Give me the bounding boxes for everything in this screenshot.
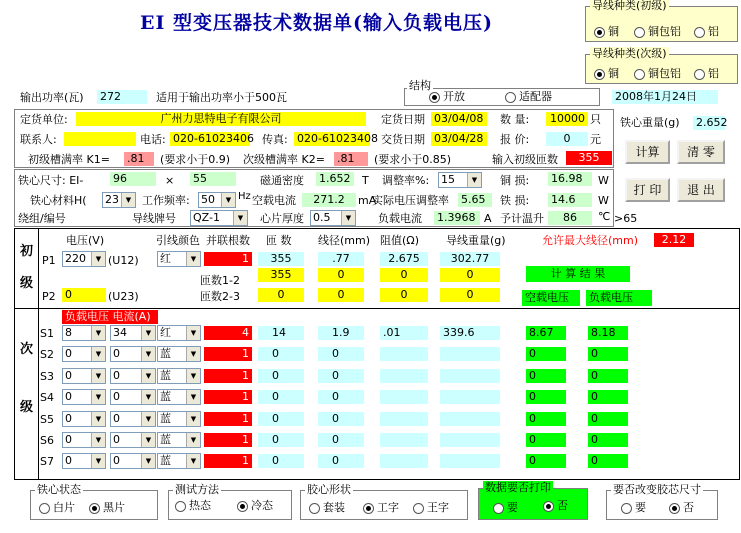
change-bobbin-title: 要否改变胶芯尺寸	[613, 483, 701, 496]
core-state-white[interactable]: 白片	[39, 501, 75, 515]
sec-header-voltage: 负载电压	[65, 310, 109, 323]
sec-current-value: 0	[113, 390, 120, 403]
radio-icon[interactable]	[694, 27, 705, 38]
sec-row-name: S4	[40, 391, 54, 404]
k2-note: (要求小于0.85)	[374, 153, 452, 166]
bobbin-shape-sleeve[interactable]: 套装	[309, 501, 345, 515]
delivery-date-label: 交货日期	[381, 133, 425, 146]
noload-current-field: 271.2	[302, 193, 356, 207]
radio-icon[interactable]	[363, 503, 374, 514]
change-bobbin-no[interactable]: 否	[669, 501, 694, 515]
sec-row-name: S3	[40, 370, 54, 383]
radio-icon[interactable]	[634, 69, 645, 80]
sec-voltage-value: 0	[65, 433, 72, 446]
sec-current-value: 0	[113, 369, 120, 382]
k1-note: (要求小于0.9)	[160, 153, 231, 166]
radio-icon[interactable]	[543, 501, 554, 512]
sec-header	[62, 310, 158, 324]
sec-lead-value: 蓝	[160, 433, 171, 446]
noload-current-label: 空载电流	[252, 194, 296, 207]
sec-current-value: 0	[113, 347, 120, 360]
radio-icon[interactable]	[237, 501, 248, 512]
sec-weight	[440, 433, 500, 447]
radio-icon[interactable]	[175, 501, 186, 512]
chevron-down-icon[interactable]: ▼	[186, 433, 200, 447]
sec-lead-select[interactable]	[157, 432, 201, 448]
bobbin-shape-i[interactable]: 工字	[363, 501, 399, 515]
sec-parallel[interactable]: 1	[204, 412, 252, 426]
sec-current-value: 0	[113, 412, 120, 425]
core-state-group	[30, 483, 158, 520]
chevron-down-icon[interactable]: ▼	[91, 347, 105, 361]
sec-load: 0	[588, 454, 628, 468]
sec-lead-value: 蓝	[160, 412, 171, 425]
sec-load: 0	[588, 369, 628, 383]
freq-label: 工作频率:	[142, 194, 190, 207]
sec-noload: 8.67	[526, 326, 566, 340]
sec-lead-select[interactable]	[157, 368, 201, 384]
core-size-label: 铁心尺寸: EI-	[18, 174, 84, 187]
core-size-h[interactable]: 55	[190, 172, 236, 186]
order-date-field[interactable]: 03/04/08	[431, 112, 487, 126]
core-thickness-select[interactable]: 0.5 ▼	[310, 210, 356, 226]
sec-voltage-select[interactable]	[62, 346, 106, 362]
contact-label: 联系人:	[20, 133, 57, 146]
sec-lead-value: 蓝	[160, 369, 171, 382]
structure-title: 结构	[409, 79, 431, 92]
sec-current-select[interactable]	[110, 368, 156, 384]
wire-primary-al[interactable]: 铝	[694, 25, 719, 39]
iron-loss-field: 14.6	[548, 193, 592, 207]
wire-secondary-group	[585, 47, 738, 84]
res23-field: 0	[380, 288, 428, 302]
hdr-voltage: 电压(V)	[66, 234, 105, 247]
sec-row-name: S6	[40, 434, 54, 447]
p2-tag: (U23)	[108, 290, 139, 303]
radio-icon[interactable]	[594, 69, 605, 80]
chevron-down-icon[interactable]: ▼	[91, 252, 105, 266]
dia12-field: 0	[318, 268, 364, 282]
hdr-turns: 匝 数	[266, 234, 292, 247]
chevron-down-icon[interactable]: ▼	[141, 412, 155, 426]
sec-resistance	[380, 412, 428, 426]
sec-parallel[interactable]: 1	[204, 369, 252, 383]
hdr-diameter: 线径(mm)	[318, 234, 371, 247]
p2-name: P2	[42, 290, 56, 303]
contact-field[interactable]	[64, 132, 136, 146]
exit-button[interactable]: 退 出	[677, 178, 725, 202]
chevron-down-icon[interactable]: ▼	[186, 454, 200, 468]
hdr-parallel: 并联根数	[206, 234, 250, 247]
chevron-down-icon[interactable]: ▼	[91, 454, 105, 468]
delivery-date-field[interactable]: 03/04/28	[431, 132, 487, 146]
turns12-label: 匝数1-2	[200, 274, 240, 287]
chevron-down-icon[interactable]: ▼	[467, 173, 481, 187]
sec-noload: 0	[526, 369, 566, 383]
bobbin-shape-wang[interactable]: 王字	[413, 501, 449, 515]
chevron-down-icon[interactable]: ▼	[141, 390, 155, 404]
sec-voltage-value: 0	[65, 347, 72, 360]
sec-noload: 0	[526, 454, 566, 468]
winding-no-label: 绕组/编号	[18, 212, 66, 225]
temp-rise-unit: ℃	[598, 210, 611, 223]
k2-field: .81	[334, 152, 368, 166]
radio-icon[interactable]	[39, 503, 50, 514]
sec-current-select[interactable]	[110, 389, 156, 405]
sec-weight	[440, 390, 500, 404]
wire-secondary-al[interactable]: 铝	[694, 67, 719, 81]
bobbin-shape-title: 胶心形状	[307, 483, 351, 496]
sec-resistance: .01	[380, 326, 428, 340]
chevron-down-icon[interactable]: ▼	[91, 433, 105, 447]
sec-lead-select[interactable]	[157, 346, 201, 362]
sec-turns: 0	[258, 390, 304, 404]
chevron-down-icon[interactable]: ▼	[341, 211, 355, 225]
sec-current-value: 0	[113, 433, 120, 446]
sec-parallel[interactable]: 1	[204, 390, 252, 404]
wire-brand-label: 导线牌号	[132, 212, 176, 225]
w12-field: 0	[440, 268, 500, 282]
core-size-x: ×	[165, 174, 175, 187]
secondary-label-1: 次	[20, 342, 34, 357]
sec-row-name: S2	[40, 348, 54, 361]
radio-icon[interactable]	[413, 503, 424, 514]
copper-loss-label: 铜 损:	[500, 174, 530, 187]
print-data-yes[interactable]: 要	[493, 501, 518, 515]
p1-weight: 302.77	[440, 252, 500, 266]
chevron-down-icon[interactable]: ▼	[91, 412, 105, 426]
results-title: 计 算 结 果	[526, 266, 630, 282]
core-weight-label: 铁心重量(g)	[620, 116, 680, 129]
sec-lead-value: 蓝	[160, 454, 171, 467]
core-state-title: 铁心状态	[37, 483, 81, 496]
sec-load: 0	[588, 390, 628, 404]
core-material-label: 铁心材料H(	[30, 194, 87, 207]
adjust-rate-select[interactable]: 15 ▼	[438, 172, 482, 188]
primary-label-2: 级	[20, 276, 34, 291]
sec-current-select[interactable]	[110, 325, 156, 341]
sec-turns: 14	[258, 326, 304, 340]
p1-turns: 355	[258, 252, 304, 266]
sec-load: 8.18	[588, 326, 628, 340]
chevron-down-icon[interactable]: ▼	[186, 252, 200, 266]
sec-turns: 0	[258, 454, 304, 468]
sec-current-value: 0	[113, 454, 120, 467]
sec-parallel[interactable]: 1	[204, 454, 252, 468]
sec-weight	[440, 369, 500, 383]
phone-field[interactable]: 020-61023406	[170, 132, 250, 146]
output-power-note: 适用于输出功率小于500瓦	[156, 91, 287, 104]
radio-icon[interactable]	[669, 503, 680, 514]
sec-current-select[interactable]	[110, 453, 156, 469]
wire-secondary-title: 导线种类(次级)	[592, 47, 667, 60]
chevron-down-icon[interactable]: ▼	[186, 412, 200, 426]
print-data-title: 数据要否打印	[485, 481, 551, 494]
radio-icon[interactable]	[309, 503, 320, 514]
hdr-resistance: 阻值(Ω)	[380, 234, 419, 247]
wire-secondary-copper[interactable]: 铜	[594, 67, 619, 81]
order-date-label: 定货日期	[381, 113, 425, 126]
sec-diameter: 0	[318, 390, 364, 404]
chevron-down-icon[interactable]: ▼	[141, 347, 155, 361]
calc-button[interactable]: 计算	[625, 140, 670, 164]
chevron-down-icon[interactable]: ▼	[186, 347, 200, 361]
flux-field: 1.652	[316, 172, 354, 186]
radio-icon[interactable]	[634, 27, 645, 38]
sec-noload: 0	[526, 433, 566, 447]
sec-lead-value: 蓝	[160, 390, 171, 403]
results-noload-header: 空载电压	[522, 290, 580, 306]
k1-label: 初级槽满率 K1=	[28, 153, 110, 166]
input-primary-turns-label: 输入初级匝数	[492, 153, 558, 166]
p1-diameter: .77	[318, 252, 364, 266]
sec-diameter: 0	[318, 369, 364, 383]
sec-voltage-value: 0	[65, 390, 72, 403]
p1-parallel[interactable]: 1	[204, 252, 252, 266]
sec-voltage-select[interactable]	[62, 325, 106, 341]
sec-resistance	[380, 390, 428, 404]
sec-row-name: S5	[40, 413, 54, 426]
sec-current-value: 34	[113, 326, 127, 339]
wire-primary-group	[585, 0, 738, 42]
date-display: 2008年1月24日	[612, 90, 718, 104]
freq-unit: Hz	[238, 191, 251, 202]
fax-field[interactable]: 020-61023408	[294, 132, 370, 146]
sec-load: 0	[588, 433, 628, 447]
quantity-unit: 只	[590, 113, 601, 126]
p1-tag: (U12)	[108, 254, 139, 267]
noload-current-unit: mA	[358, 194, 377, 207]
order-unit-field[interactable]: 广州力思特电子有限公司	[76, 112, 366, 126]
output-power-field[interactable]: 272	[97, 90, 147, 104]
adjust-rate-label: 调整率%:	[382, 174, 430, 187]
page-title: EI 型变压器技术数据单(输入负载电压)	[140, 12, 493, 34]
wire-primary-ccA[interactable]: 铜包铝	[634, 25, 681, 39]
sec-current-select[interactable]	[110, 411, 156, 427]
turns23-label: 匝数2-3	[200, 290, 240, 303]
phone-label: 电话:	[140, 133, 166, 146]
sec-noload: 0	[526, 412, 566, 426]
primary-label-1: 初	[20, 244, 34, 259]
hdr-maxdia: 允许最大线径(mm)	[542, 234, 639, 247]
radio-icon[interactable]	[694, 69, 705, 80]
wire-brand-select[interactable]: QZ-1 ▼	[190, 210, 248, 226]
maxdia-value: 2.12	[654, 233, 694, 247]
core-weight-field: 2.652	[693, 116, 725, 130]
sec-lead-select[interactable]	[157, 411, 201, 427]
wire-secondary-cca[interactable]: 铜包铝	[634, 67, 681, 81]
chevron-down-icon[interactable]: ▼	[233, 211, 247, 225]
radio-icon[interactable]	[493, 503, 504, 514]
sec-lead-select[interactable]	[157, 389, 201, 405]
core-size-w[interactable]: 96	[110, 172, 156, 186]
chevron-down-icon[interactable]: ▼	[141, 454, 155, 468]
hdr-weight: 导线重量(g)	[446, 234, 506, 247]
p2-voltage-field[interactable]: 0	[62, 288, 106, 302]
sec-voltage-select[interactable]	[62, 368, 106, 384]
sec-weight: 339.6	[440, 326, 500, 340]
print-data-group	[478, 481, 588, 520]
sec-turns: 0	[258, 347, 304, 361]
chevron-down-icon[interactable]: ▼	[91, 326, 105, 340]
sec-current-select[interactable]	[110, 346, 156, 362]
sec-turns: 0	[258, 433, 304, 447]
load-current-unit: A	[484, 212, 492, 225]
sec-diameter: 1.9	[318, 326, 364, 340]
structure-open[interactable]: 开放	[429, 90, 465, 104]
print-data-no[interactable]: 否	[543, 499, 568, 513]
turns23-field: 0	[258, 288, 304, 302]
test-method-group	[168, 483, 292, 520]
core-thickness-label: 心片厚度	[260, 212, 304, 225]
fax-label: 传真:	[262, 133, 288, 146]
p1-resistance: 2.675	[380, 252, 428, 266]
output-power-label: 输出功率(瓦)	[20, 91, 84, 104]
sec-turns: 0	[258, 412, 304, 426]
sec-voltage-select[interactable]	[62, 432, 106, 448]
test-method-cold[interactable]: 冷态	[237, 499, 273, 513]
sec-diameter: 0	[318, 433, 364, 447]
flux-unit: T	[362, 174, 369, 187]
sec-weight	[440, 412, 500, 426]
p1-lead-select[interactable]: 红 ▼	[157, 251, 201, 267]
chevron-down-icon[interactable]: ▼	[186, 390, 200, 404]
change-bobbin-group	[606, 483, 718, 520]
chevron-down-icon[interactable]: ▼	[186, 369, 200, 383]
copper-loss-field: 16.98	[548, 172, 592, 186]
clear-button[interactable]: 清 零	[677, 140, 725, 164]
wire-primary-copper[interactable]: 铜	[594, 25, 619, 39]
sec-header-current: 电流(A)	[112, 310, 151, 323]
quantity-field[interactable]: 10000	[546, 112, 588, 126]
turns12-field: 355	[258, 268, 304, 282]
temp-rise-extra: >65	[614, 212, 638, 225]
quote-label: 报 价:	[500, 133, 530, 146]
load-current-label: 负载电流	[378, 212, 422, 225]
chevron-down-icon[interactable]: ▼	[141, 326, 155, 340]
sec-row-name: S1	[40, 327, 54, 340]
actual-adjust-label: 实际电压调整率	[372, 194, 449, 207]
change-bobbin-yes[interactable]: 要	[621, 501, 646, 515]
sec-resistance	[380, 454, 428, 468]
temp-rise-field: 86	[548, 211, 592, 225]
sec-voltage-value: 0	[65, 454, 72, 467]
load-current-field: 1.3968	[434, 211, 480, 225]
bobbin-shape-group	[300, 483, 468, 520]
input-primary-turns-field[interactable]: 355	[566, 151, 612, 165]
sec-voltage-value: 8	[65, 326, 72, 339]
sec-noload: 0	[526, 347, 566, 361]
sec-turns: 0	[258, 369, 304, 383]
sec-parallel[interactable]: 1	[204, 347, 252, 361]
sec-resistance	[380, 433, 428, 447]
sec-voltage-select[interactable]	[62, 411, 106, 427]
sec-load: 0	[588, 347, 628, 361]
sec-diameter: 0	[318, 412, 364, 426]
quantity-label: 数 量:	[500, 113, 530, 126]
sec-parallel[interactable]: 4	[204, 326, 252, 340]
chevron-down-icon[interactable]: ▼	[141, 369, 155, 383]
structure-adapter[interactable]: 适配器	[505, 90, 552, 104]
order-unit-label: 定货单位:	[20, 113, 68, 126]
copper-loss-unit: W	[598, 174, 609, 187]
radio-icon[interactable]	[621, 503, 632, 514]
sec-noload: 0	[526, 390, 566, 404]
sec-current-select[interactable]	[110, 432, 156, 448]
sec-diameter: 0	[318, 454, 364, 468]
sec-lead-value: 蓝	[160, 347, 171, 360]
dia23-field: 0	[318, 288, 364, 302]
chevron-down-icon[interactable]: ▼	[141, 433, 155, 447]
quote-unit: 元	[590, 133, 601, 146]
w23-field: 0	[440, 288, 500, 302]
sec-row-name: S7	[40, 455, 54, 468]
hdr-lead: 引线颜色	[156, 234, 200, 247]
iron-loss-label: 铁 损:	[500, 194, 530, 207]
temp-rise-label: 予计温升	[500, 212, 544, 225]
p1-name: P1	[42, 254, 56, 267]
p1-voltage-select[interactable]: 220 ▼	[62, 251, 106, 267]
radio-icon[interactable]	[429, 92, 440, 103]
chevron-down-icon[interactable]: ▼	[221, 193, 235, 207]
sec-voltage-value: 0	[65, 412, 72, 425]
sec-voltage-select[interactable]	[62, 389, 106, 405]
k2-label: 次级槽满率 K2=	[243, 153, 325, 166]
results-load-header: 负载电压	[586, 290, 652, 306]
sec-voltage-value: 0	[65, 369, 72, 382]
sec-load: 0	[588, 412, 628, 426]
structure-group	[404, 79, 600, 106]
actual-adjust-field: 5.65	[458, 193, 492, 207]
core-state-black[interactable]: 黑片	[89, 501, 125, 515]
sec-lead-select[interactable]	[157, 325, 201, 341]
quote-field[interactable]: 0	[546, 132, 588, 146]
wire-primary-title: 导线种类(初级)	[592, 0, 667, 12]
freq-select[interactable]: 50 ▼	[198, 192, 236, 208]
sec-resistance	[380, 369, 428, 383]
sec-weight	[440, 347, 500, 361]
radio-icon[interactable]	[594, 27, 605, 38]
k1-field: .81	[124, 152, 154, 166]
sec-resistance	[380, 347, 428, 361]
iron-loss-unit: W	[598, 194, 609, 207]
print-button[interactable]: 打 印	[625, 178, 670, 202]
secondary-label-2: 级	[20, 400, 34, 415]
res12-field: 0	[380, 268, 428, 282]
core-material-select[interactable]: 23 ▼	[102, 192, 136, 208]
radio-icon[interactable]	[505, 92, 516, 103]
sec-weight	[440, 454, 500, 468]
sec-lead-value: 红	[160, 326, 171, 339]
sec-parallel[interactable]: 1	[204, 433, 252, 447]
test-method-hot[interactable]: 热态	[175, 499, 211, 513]
sec-lead-select[interactable]	[157, 453, 201, 469]
test-method-title: 测试方法	[175, 483, 219, 496]
chevron-down-icon[interactable]: ▼	[91, 390, 105, 404]
sec-diameter: 0	[318, 347, 364, 361]
chevron-down-icon[interactable]: ▼	[186, 326, 200, 340]
chevron-down-icon[interactable]: ▼	[121, 193, 135, 207]
sec-voltage-select[interactable]	[62, 453, 106, 469]
radio-icon[interactable]	[89, 503, 100, 514]
chevron-down-icon[interactable]: ▼	[91, 369, 105, 383]
flux-label: 磁通密度	[260, 174, 304, 187]
